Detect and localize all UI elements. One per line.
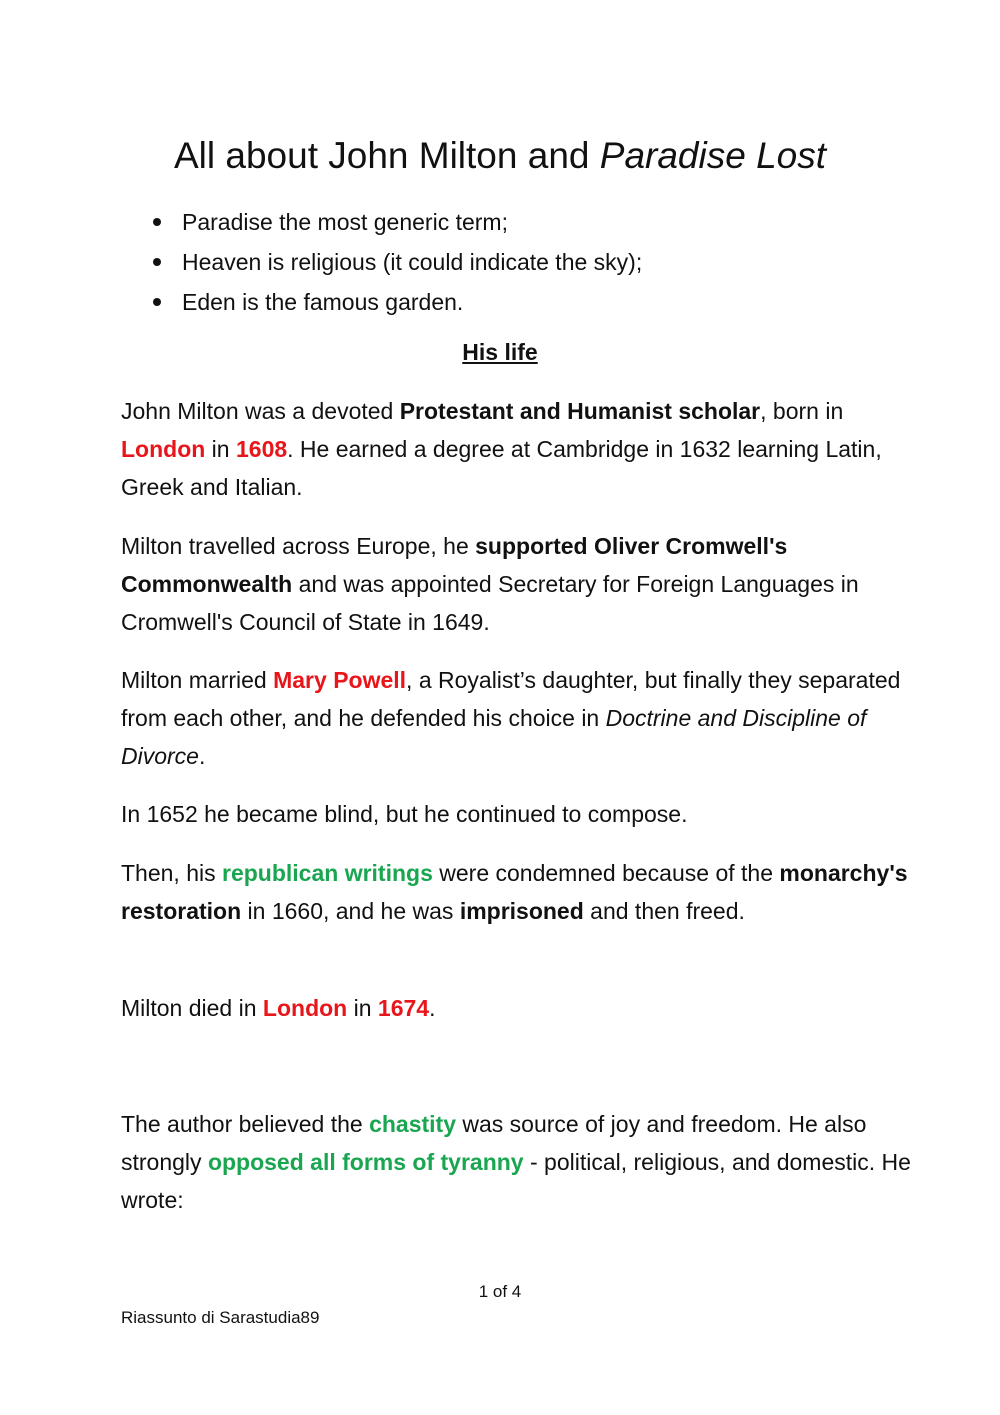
text-run: in 1660, and he was [241,898,460,925]
paragraph-blindness: In 1652 he became blind, but he continued to compose. [121,801,688,827]
text-run: were condemned because of the [432,860,780,886]
text-run: Milton died in [121,995,263,1021]
page-number: 1 of 4 [478,1282,522,1301]
highlight-red-text: 1674 [377,995,430,1021]
title-italic-text: Paradise Lost [599,135,827,176]
bullet-item [150,202,642,242]
text-run: and was appointed Secretary for Foreign Languages in Cromwell's Council of State in 1649. [121,571,859,636]
paragraph-birth [121,392,911,507]
paragraph-death [121,989,911,1027]
paragraph-beliefs [121,1105,911,1220]
page-title [0,132,1000,180]
text-run: . [198,743,206,770]
text-run: The author believed the [121,1111,370,1137]
text-run: Then, his [121,860,222,886]
text-run: Milton married [121,667,274,693]
bullet-dot-icon [153,258,161,266]
highlight-green-text: chastity [369,1111,456,1137]
text-run: Milton travelled across Europe, he [121,533,476,559]
bullet-item [150,282,642,322]
text-run: , born in [760,398,844,424]
paragraph-writings [121,854,911,930]
bullet-dot-icon [153,298,161,306]
text-run: . [429,995,436,1021]
bold-text: imprisoned [459,898,584,925]
highlight-red-text: Mary Powell [273,667,407,693]
highlight-red-text: London [262,995,348,1021]
highlight-green-text: republican writings [222,860,433,886]
italic-title-text: Doctrine and Discipline of Divorce [121,705,867,770]
bullet-item [150,242,642,282]
bullet-text: Paradise the most generic term; [182,209,508,235]
bold-text: Protestant and Humanist scholar [399,398,761,424]
text-run: in [347,995,378,1021]
title-text: All about John Milton and [173,135,600,176]
text-run: , a Royalist’s daughter, but finally they separated from each other, and he defended his choice in [121,667,901,732]
footer-credit: Riassunto di Sarastudia89 [121,1308,320,1327]
bullet-text: Heaven is religious (it could indicate the sky); [182,249,643,275]
bullet-list [150,202,642,322]
highlight-red-text: 1608 [235,436,288,463]
highlight-red-text: London [121,436,206,463]
text-run: in [205,436,236,463]
paragraph-marriage [121,661,911,776]
bold-text: supported Oliver Cromwell's Commonwealth [121,533,788,598]
text-run: and then freed. [583,898,745,925]
bullet-text: Eden is the famous garden. [182,289,464,315]
section-heading: His life [462,339,538,365]
text-run: . He earned a degree at Cambridge in 1632 learning Latin, Greek and Italian. [121,436,882,501]
bullet-dot-icon [153,218,161,226]
bold-text: monarchy's restoration [121,860,908,925]
text-run: - political, religious, and domestic. He wrote: [121,1149,911,1214]
text-run: was source of joy and freedom. He also strongly [121,1111,867,1176]
paragraph-travel [121,527,911,642]
text-run: John Milton was a devoted [121,398,400,424]
highlight-green-text: opposed all forms of tyranny [207,1149,524,1176]
